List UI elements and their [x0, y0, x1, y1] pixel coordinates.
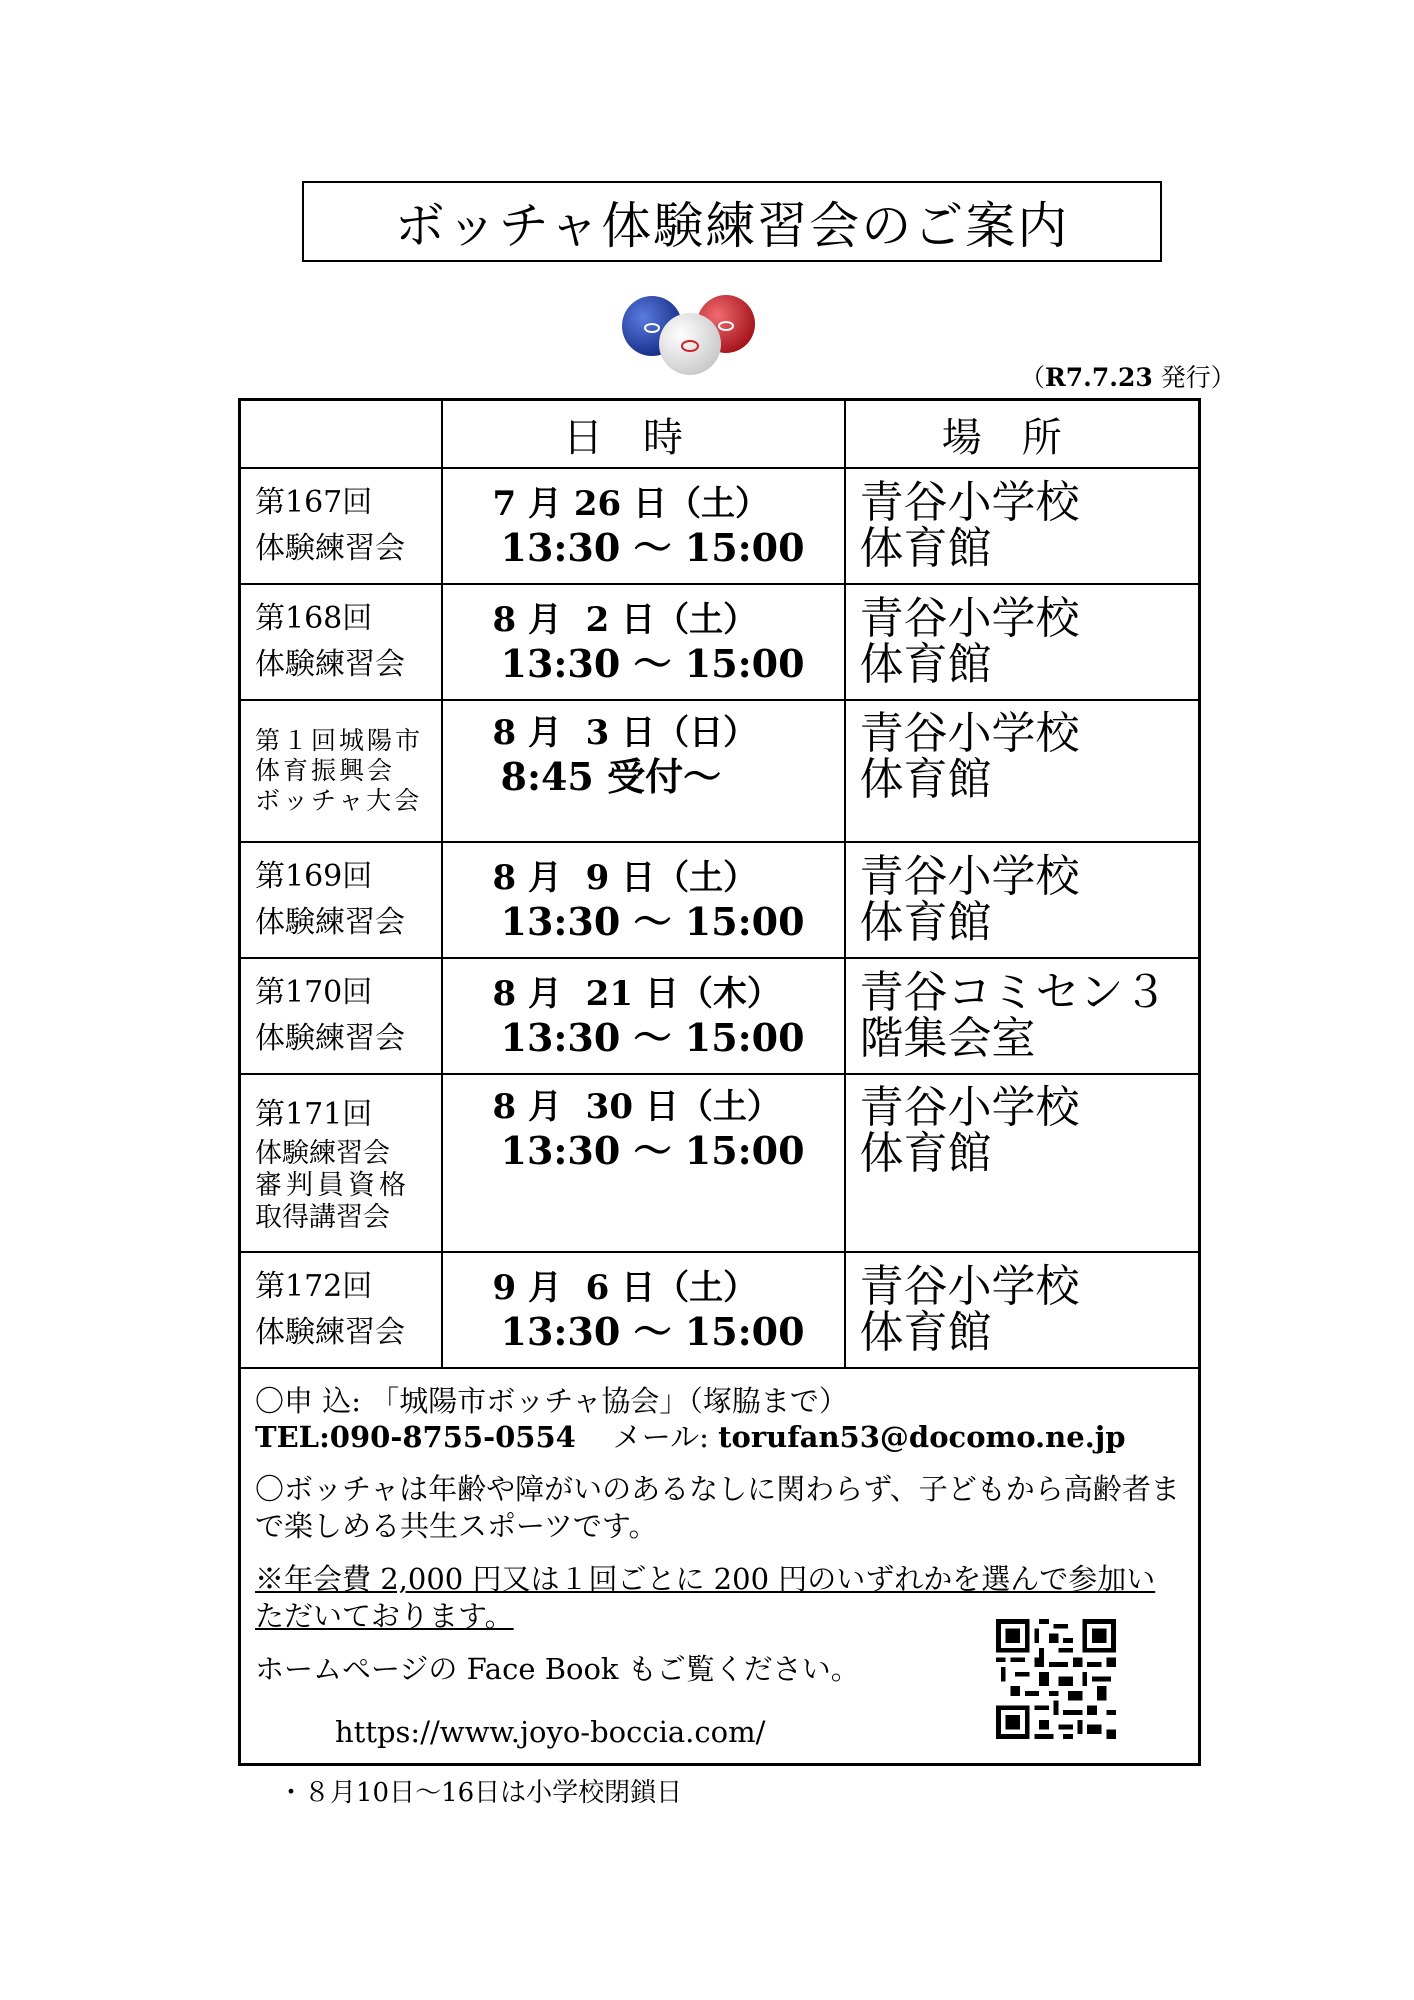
email-address: torufan53@docomo.ne.jp	[718, 1420, 1126, 1455]
closure-footnote: ・８月10日〜16日は小学校閉鎖日	[278, 1778, 683, 1808]
event-cell: 第170回 体験練習会	[240, 958, 442, 1074]
issue-date: （R7.7.23 発行）	[1020, 363, 1236, 392]
table-header	[240, 400, 1200, 469]
boccia-balls-image	[620, 290, 760, 380]
description-text: 〇ボッチャは年齢や障がいのあるなしに関わらず、子どもから高齢者まで楽しめる共生スポーツです。	[255, 1472, 1180, 1544]
schedule-table	[238, 398, 1201, 1766]
place-cell: 青谷小学校 体育館	[845, 1074, 1200, 1252]
datetime-cell: 8 月 30 日（土） 13:30 〜 15:00	[442, 1074, 845, 1252]
apply-line: 〇申 込: 「城陽市ボッチャ協会」（塚脇まで）	[255, 1384, 848, 1419]
datetime-cell: 7 月 26 日（土） 13:30 〜 15:00	[442, 468, 845, 584]
datetime-cell: 8 月 21 日（木） 13:30 〜 15:00	[442, 958, 845, 1074]
header-place: 場所	[845, 400, 1200, 469]
datetime-cell: 8 月 3 日（日） 8:45 受付〜	[442, 700, 845, 842]
datetime-cell: 8 月 9 日（土） 13:30 〜 15:00	[442, 842, 845, 958]
event-cell: 第172回 体験練習会	[240, 1252, 442, 1368]
table-row	[240, 700, 1200, 842]
fee-text: ※年会費 2,000 円又は１回ごとに 200 円のいずれかを選んで参加いただいております。	[255, 1562, 1156, 1634]
event-cell: 第１回城陽市 体育振興会 ボッチャ大会	[240, 700, 442, 842]
notes-row	[240, 1368, 1200, 1764]
place-cell: 青谷コミセン３ 階集会室	[845, 958, 1200, 1074]
homepage-text: ホームページの Face Book もご覧ください。	[255, 1652, 860, 1687]
page-title: ボッチャ体験練習会のご案内	[302, 181, 1162, 262]
event-cell: 第168回 体験練習会	[240, 584, 442, 700]
white-ball	[659, 313, 721, 375]
table-row	[240, 1074, 1200, 1252]
contact-line: TEL:090-8755-0554 メール: torufan53@docomo.ne.jp	[255, 1420, 1126, 1455]
event-cell: 第169回 体験練習会	[240, 842, 442, 958]
datetime-cell: 9 月 6 日（土） 13:30 〜 15:00	[442, 1252, 845, 1368]
place-cell: 青谷小学校 体育館	[845, 1252, 1200, 1368]
qr-code-icon	[996, 1619, 1116, 1739]
place-cell: 青谷小学校 体育館	[845, 700, 1200, 842]
table-row	[240, 468, 1200, 584]
table-row	[240, 842, 1200, 958]
header-datetime: 日時	[442, 400, 845, 469]
table-row	[240, 958, 1200, 1074]
place-cell: 青谷小学校 体育館	[845, 584, 1200, 700]
header-event	[240, 400, 442, 469]
place-cell: 青谷小学校 体育館	[845, 468, 1200, 584]
place-cell: 青谷小学校 体育館	[845, 842, 1200, 958]
event-cell: 第167回 体験練習会	[240, 468, 442, 584]
notes-cell	[240, 1368, 1200, 1764]
datetime-cell: 8 月 2 日（土） 13:30 〜 15:00	[442, 584, 845, 700]
table-row	[240, 584, 1200, 700]
tel-number: TEL:090-8755-0554	[255, 1420, 576, 1455]
event-cell: 第171回 体験練習会 審判員資格 取得講習会	[240, 1074, 442, 1252]
table-row	[240, 1252, 1200, 1368]
homepage-url[interactable]: https://www.joyo-boccia.com/	[335, 1715, 766, 1750]
